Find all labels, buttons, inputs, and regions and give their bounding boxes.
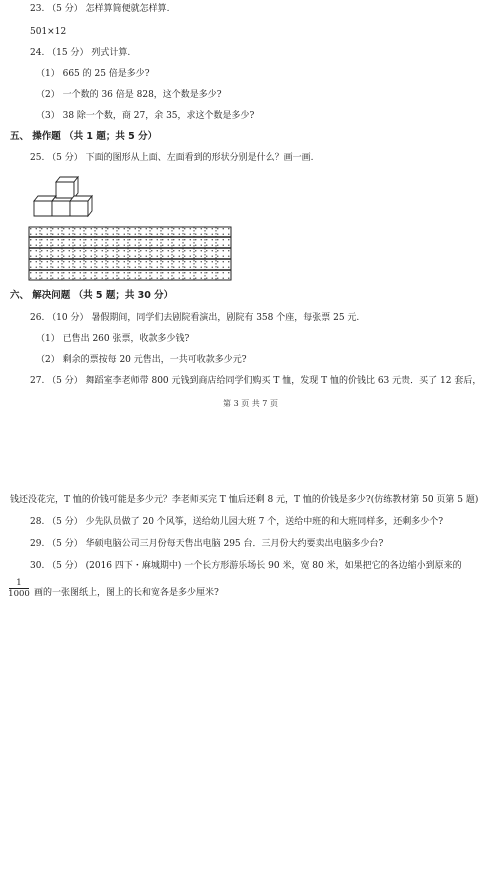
- q30-fraction: [8, 578, 30, 599]
- section-5-title: 五、 操作题 （共 1 题；共 5 分）: [10, 131, 158, 142]
- q23-text: 23. （5 分） 怎样算简便就怎样算.: [30, 4, 170, 14]
- q28-text: 28. （5 分） 少先队员做了 20 个风筝，送给幼儿园大班 7 个，送给中班的和大班同样多，还剩多少个?: [30, 517, 444, 527]
- fraction-denominator: 1000: [8, 589, 30, 599]
- q24-item-3: （3） 38 除一个数，商 27，余 35，求这个数是多少?: [36, 111, 255, 121]
- dot-grid: [28, 226, 232, 281]
- page-footer: 第 3 页 共 7 页: [223, 399, 278, 408]
- q24-item-2: （2） 一个数的 36 倍是 828，这个数是多少?: [36, 90, 222, 100]
- q27-continuation: 钱还没花完，T 恤的价钱可能是多少元？李老师买完 T 恤后还剩 8 元，T 恤的价钱是多少?(仿练教材第 50 页第 5 题): [10, 495, 479, 505]
- q25-text: 25. （5 分） 下面的图形从上面、左面看到的形状分别是什么？画一画.: [30, 153, 314, 163]
- q23-expression: 501×12: [30, 27, 67, 37]
- fraction-numerator: 1: [16, 578, 22, 588]
- q26-item-2: （2） 剩余的票按每 20 元售出，一共可收款多少元?: [36, 355, 247, 365]
- q24-item-1: （1） 665 的 25 倍是多少?: [36, 69, 150, 79]
- q29-text: 29. （5 分） 华硕电脑公司三月份每天售出电脑 295 台．三月份大约要卖出电脑多少台?: [30, 539, 384, 549]
- q27-text: 27. （5 分） 舞蹈室李老师带 800 元钱到商店给同学们购买 T 恤，发现 T 恤的价钱比 63 元贵．买了 12 套后，: [30, 376, 482, 386]
- section-6-title: 六、 解决问题 （共 5 题；共 30 分）: [10, 290, 174, 301]
- q30-rest: 画的一张图纸上，图上的长和宽各是多少厘米?: [34, 588, 219, 598]
- q30-text: 30. （5 分） (2016 四下・麻城期中) 一个长方形游乐场长 90 米，宽 80 米，如果把它的各边缩小到原来的: [30, 561, 462, 571]
- q26-item-1: （1） 已售出 260 张票，收款多少钱?: [36, 334, 190, 344]
- q24-text: 24. （15 分） 列式计算.: [30, 48, 131, 58]
- q26-text: 26. （10 分） 暑假期间，同学们去剧院看演出，剧院有 358 个座，每张票 25 元.: [30, 313, 360, 323]
- cube-figure: [30, 172, 100, 220]
